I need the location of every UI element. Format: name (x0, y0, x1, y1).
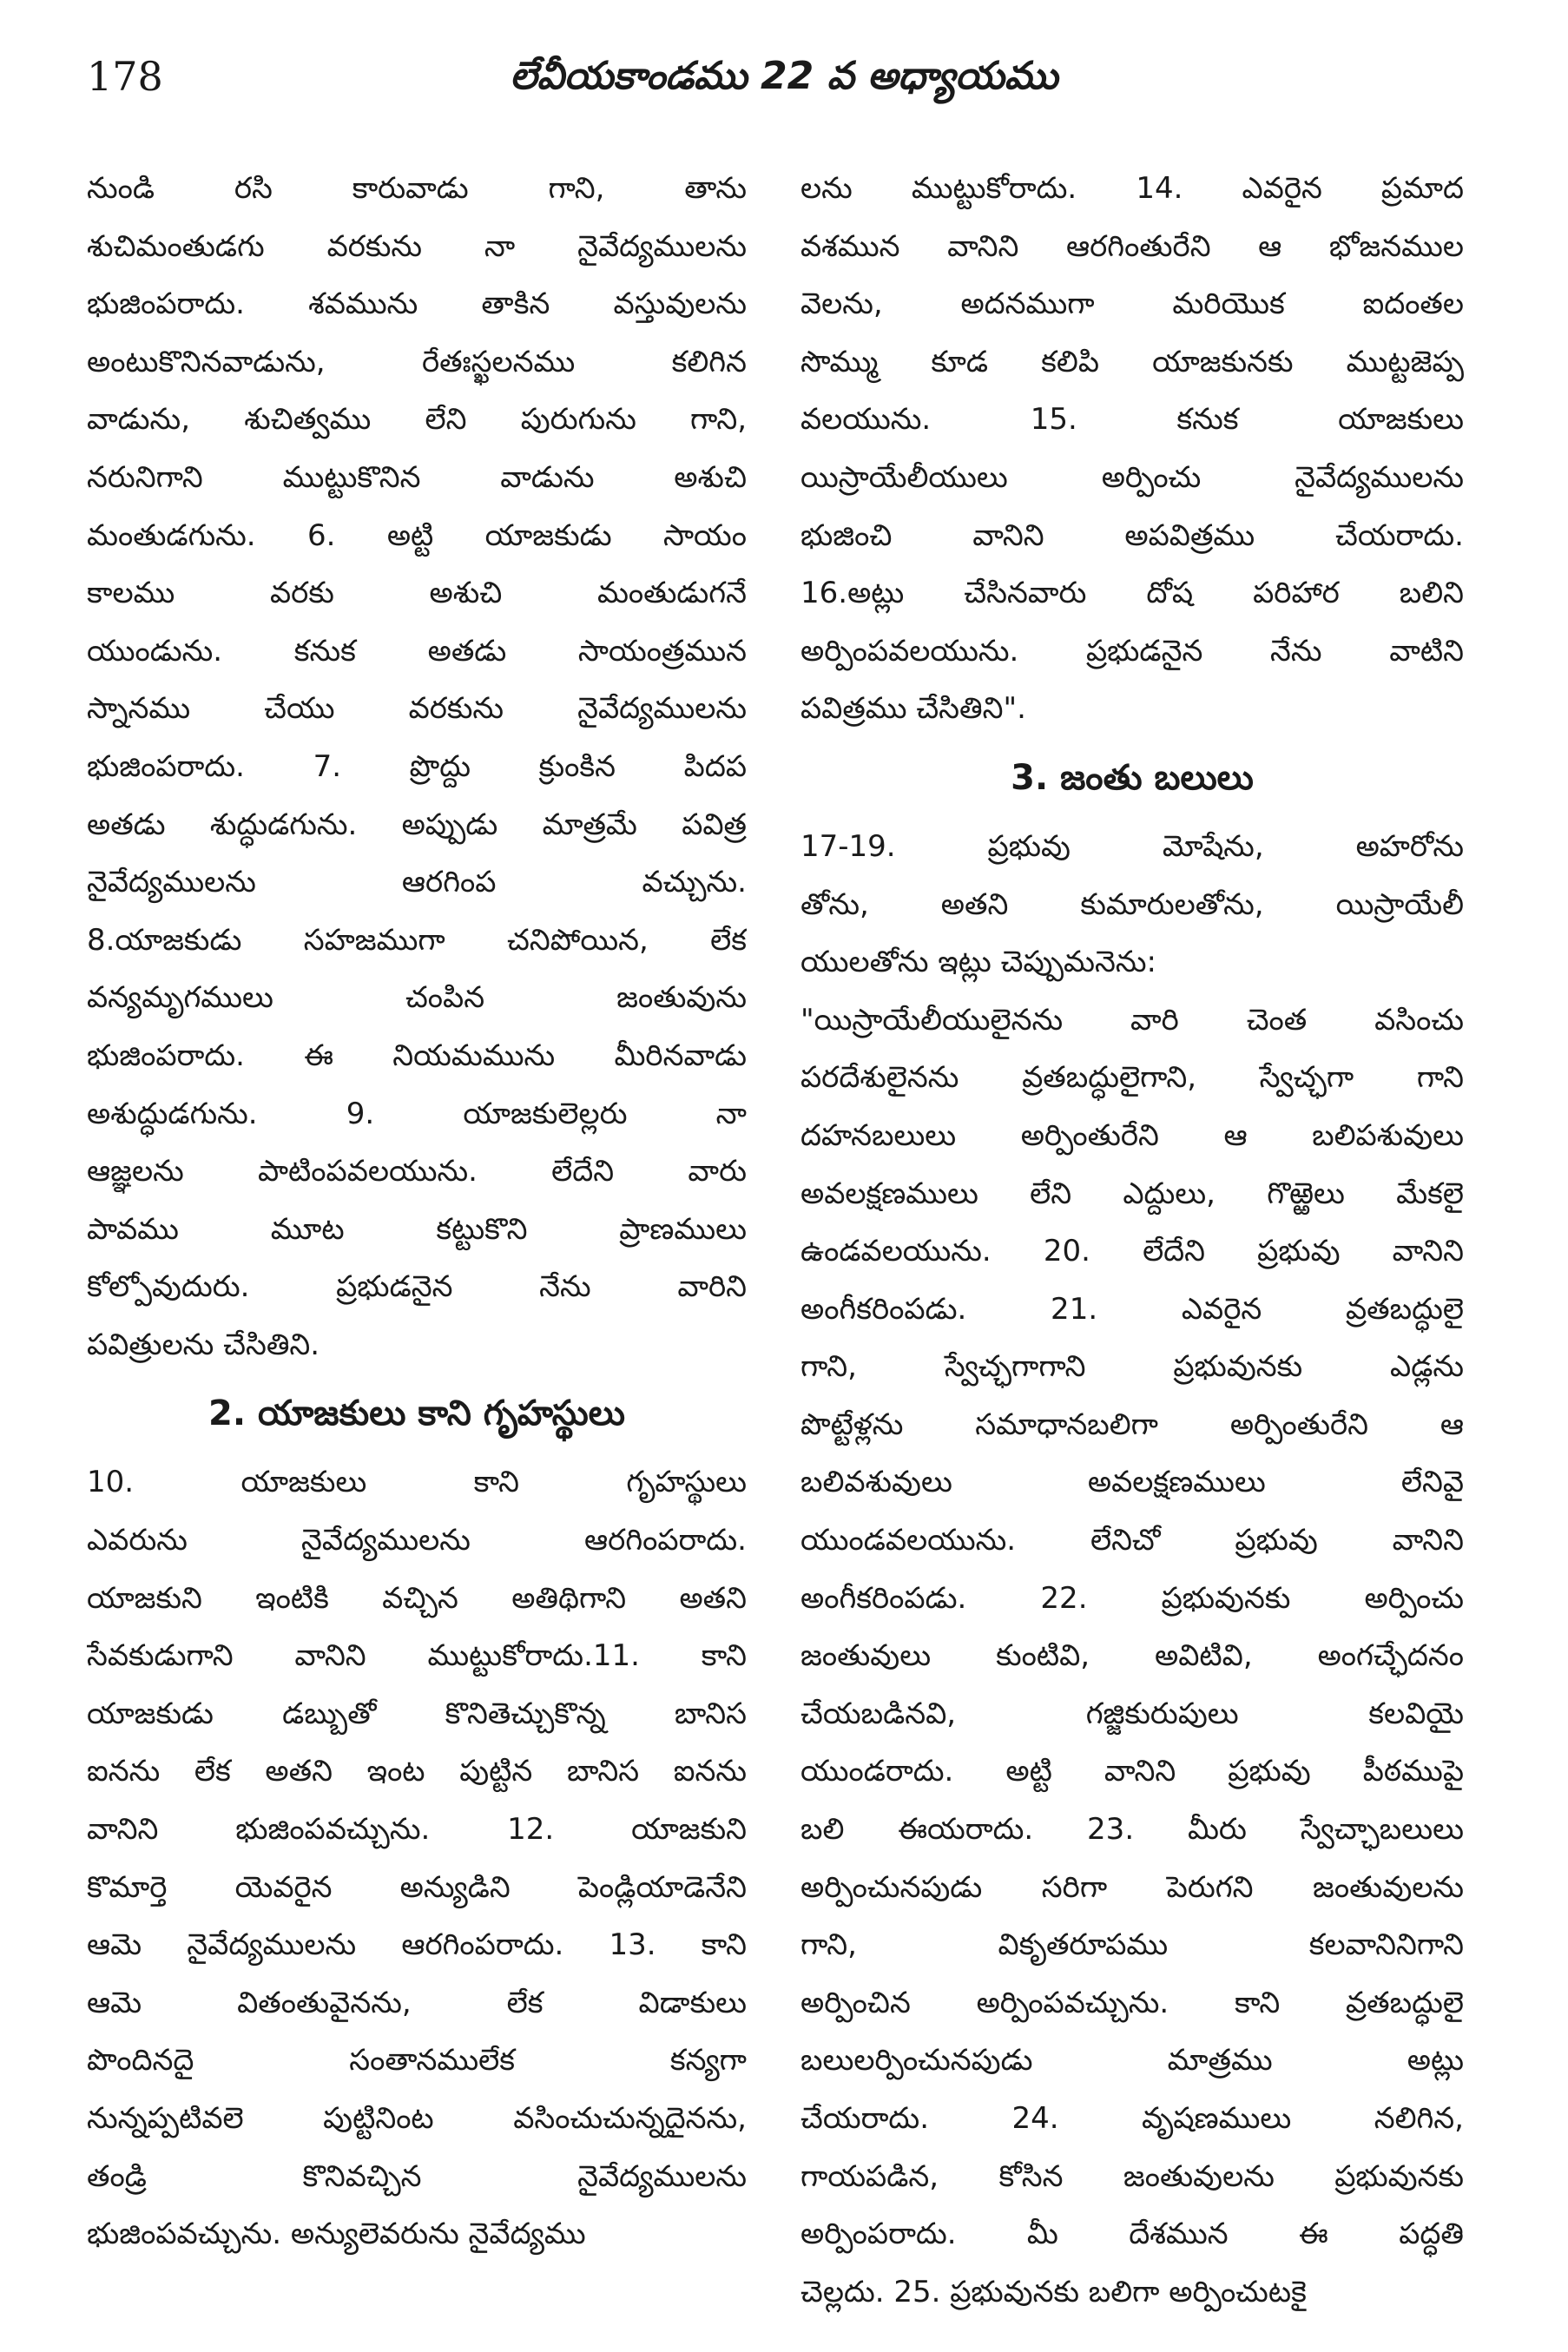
text-line: ఉండవలయును. 20. లేదేని ప్రభువు వానిని (800, 1234, 1464, 1269)
left-text-block-b (87, 1453, 747, 2263)
text-line: భుజింపరాదు. ఈ నియమమును మీరినవాడు (87, 1038, 747, 1073)
text-line: ఐనను లేక అతని ఇంట పుట్టిన బానిస ఐనను (87, 1754, 747, 1789)
text-line: అర్పింపవలయును. ప్రభుడనైన నేను వాటిని (800, 633, 1464, 669)
text-line: యాజకుడు డబ్బుతో కొనితెచ్చుకొన్న బానిస (87, 1696, 747, 1731)
text-line: అంగీకరింపడు. 21. ఎవరైన వ్రతబద్ధులై (800, 1291, 1464, 1327)
text-line: 10. యాజకులు కాని గృహస్థులు (87, 1465, 747, 1500)
text-line: ఆమె నైవేద్యములను ఆరగింపరాదు. 13. కాని (87, 1927, 747, 1963)
text-line: ఆమె వితంతువైనను, లేక విడాకులు (87, 1985, 747, 2020)
text-line: అర్పింపరాదు. మీ దేశమున ఈ పద్ధతి (800, 2217, 1464, 2252)
text-line: నుండి రసి కారువాడు గాని, తాను (87, 171, 747, 206)
text-line: సొమ్ము కూడ కలిపి యాజకునకు ముట్టజెప్ప (800, 344, 1464, 379)
text-line: గాని, స్వేచ్ఛగాగాని ప్రభువునకు ఎడ్లను (800, 1349, 1464, 1385)
text-line: జంతువులు కుంటివి, అవిటివి, అంగచ్ఛేదనం (800, 1638, 1464, 1674)
text-line: వెలను, అదనముగా మరియొక ఐదంతల (800, 287, 1464, 322)
section-heading-2: 2. యాజకులు కాని గృహస్థులు (208, 1393, 625, 1434)
text-line: తోను, అతని కుమారులతోను, యిస్రాయేలీ (800, 886, 1464, 922)
text-line: కాలము వరకు అశుచి మంతుడుగనే (87, 576, 747, 611)
text-line: వలయును. 15. కనుక యాజకులు (800, 402, 1464, 438)
text-line: నున్నప్పటివలె పుట్టినింట వసించుచున్నదైనను, (87, 2101, 747, 2136)
text-line: వాడును, శుచిత్వము లేని పురుగును గాని, (87, 402, 747, 438)
text-line: "యిస్రాయేలీయులైనను వారి చెంత వసించు (800, 1002, 1464, 1038)
text-line: తండ్రి కొనివచ్చిన నైవేద్యములను (87, 2158, 747, 2194)
text-line: యులతోను ఇట్లు చెప్పుమనెను: (800, 945, 1156, 980)
text-line: శుచిమంతుడగు వరకును నా నైవేద్యములను (87, 228, 747, 264)
text-line: పొందినదై సంతానములేక కన్యగా (87, 2043, 747, 2079)
text-line: యుండవలయును. లేనిచో ప్రభువు వానిని (800, 1523, 1464, 1558)
right-text-block-b (800, 818, 1464, 2321)
text-line: లను ముట్టుకోరాదు. 14. ఎవరైన ప్రమాద (800, 171, 1464, 206)
left-column (87, 160, 747, 2263)
text-line: పావము మూట కట్టుకొని ప్రాణములు (87, 1211, 747, 1247)
text-line: భుజింపవచ్చును. అన్యులెవరును నైవేద్యము (87, 2217, 586, 2252)
text-line: భుజించి వానిని అపవిత్రము చేయరాదు. (800, 517, 1464, 553)
text-line: బలి ఈయరాదు. 23. మీరు స్వేచ్ఛాబలులు (800, 1812, 1464, 1848)
text-line: 17-19. ప్రభువు మోషేను, అహరోను (800, 828, 1464, 864)
text-line: యుండును. కనుక అతడు సాయంత్రమున (87, 633, 747, 669)
text-line: అర్పించిన అర్పింపవచ్చును. కాని వ్రతబద్ధులై (800, 1985, 1464, 2020)
text-line: సేవకుడుగాని వానిని ముట్టుకోరాదు.11. కాని (87, 1638, 747, 1674)
text-line: దహనబలులు అర్పింతురేని ఆ బలిపశువులు (800, 1117, 1464, 1153)
text-line: 16.అట్లు చేసినవారు దోష పరిహార బలిని (800, 576, 1464, 611)
text-line: అతడు శుద్ధుడగును. అప్పుడు మాత్రమే పవిత్ర (87, 807, 747, 842)
text-line: పొట్టేళ్లను సమాధానబలిగా అర్పింతురేని ఆ (800, 1407, 1464, 1442)
text-line: స్నానము చేయు వరకును నైవేద్యములను (87, 691, 747, 727)
text-line: మంతుడగును. 6. అట్టి యాజకుడు సాయం (87, 517, 747, 553)
text-line: అంగీకరింపడు. 22. ప్రభువునకు అర్పించు (800, 1580, 1464, 1616)
text-line: అర్పించునపుడు సరిగా పెరుగని జంతువులను (800, 1869, 1464, 1905)
right-column (800, 160, 1464, 2321)
text-line: భుజింపరాదు. 7. ప్రొద్దు క్రుంకిన పిదప (87, 748, 747, 784)
text-line: యిస్రాయేలీయులు అర్పించు నైవేద్యములను (800, 459, 1464, 495)
text-line: అంటుకొనినవాడును, రేతఃస్ఖలనము కలిగిన (87, 344, 747, 379)
text-line: గాయపడిన, కోసిన జంతువులను ప్రభువునకు (800, 2158, 1464, 2194)
page-number: 178 (87, 53, 163, 100)
text-line: ఎవరును నైవేద్యములను ఆరగింపరాదు. (87, 1523, 747, 1558)
running-title: లేవీయకాండము 22 వ అధ్యాయము (510, 54, 1058, 98)
text-line: ఆజ్ఞలను పాటింపవలయును. లేదేని వారు (87, 1154, 747, 1189)
text-line: బలులర్పించునపుడు మాత్రము అట్లు (800, 2043, 1464, 2079)
text-line: వన్యమృగములు చంపిన జంతువును (87, 980, 747, 1016)
text-line: నరునిగాని ముట్టుకొనిన వాడును అశుచి (87, 459, 747, 495)
text-line: వశమున వానిని ఆరగింతురేని ఆ భోజనముల (800, 228, 1464, 264)
text-line: నైవేద్యములను ఆరగింప వచ్చును. (87, 865, 747, 900)
text-line: కోల్పోవుదురు. ప్రభుడనైన నేను వారిని (87, 1269, 747, 1305)
text-line: 8.యాజకుడు సహజముగా చనిపోయిన, లేక (87, 922, 747, 958)
text-line: బలివశువులు అవలక్షణములు లేనివై (800, 1465, 1464, 1500)
text-line: అవలక్షణములు లేని ఎద్దులు, గొఱ్ఱెలు మేకలై (800, 1176, 1464, 1211)
text-line: కొమార్తె యెవరైన అన్యుడిని పెండ్లియాడెనేని (87, 1869, 747, 1905)
text-line: చెల్లదు. 25. ప్రభువునకు బలిగా అర్పించుటకై (800, 2274, 1307, 2309)
text-line: భుజింపరాదు. శవమును తాకిన వస్తువులను (87, 287, 747, 322)
left-text-block-a (87, 160, 747, 1374)
text-line: అశుద్ధుడగును. 9. యాజకులెల్లరు నా (87, 1096, 747, 1131)
text-line: చేయరాదు. 24. వృషణములు నలిగిన, (800, 2101, 1464, 2136)
text-line: పవిత్రము చేసితిని". (800, 691, 1026, 727)
text-line: యుండరాదు. అట్టి వానిని ప్రభువు పీఠముపై (800, 1754, 1464, 1789)
text-line: పరదేశులైనను వ్రతబద్ధులైగాని, స్వేచ్ఛగా గాని (800, 1060, 1464, 1096)
text-line: చేయబడినవి, గజ్జికురుపులు కలవియై (800, 1696, 1464, 1731)
text-line: వానిని భుజింపవచ్చును. 12. యాజకుని (87, 1812, 747, 1848)
text-line: పవిత్రులను చేసితిని. (87, 1327, 320, 1362)
section-heading-3: 3. జంతు బలులు (1011, 757, 1254, 798)
text-line: యాజకుని ఇంటికి వచ్చిన అతిథిగాని అతని (87, 1580, 747, 1616)
right-text-block-a (800, 160, 1464, 738)
text-line: గాని, వికృతరూపము కలవానినిగాని (800, 1927, 1464, 1963)
